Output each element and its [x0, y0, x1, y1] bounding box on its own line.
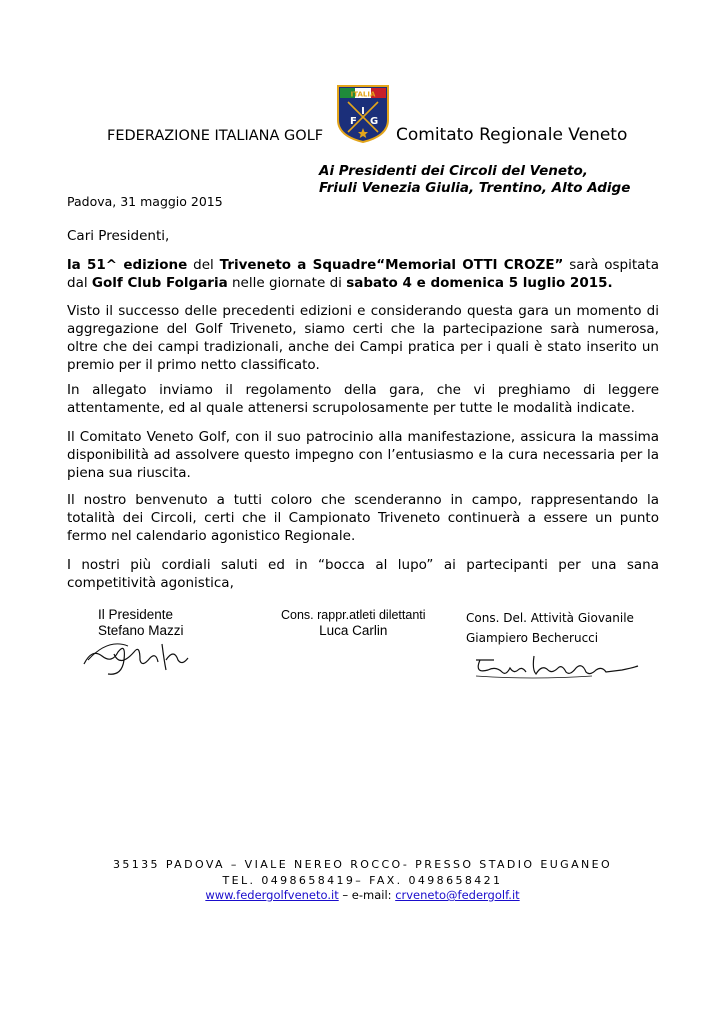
signature-block-youth — [466, 608, 634, 648]
tournament-name: Triveneto a Squadre“Memorial OTTI CROZE” — [219, 257, 564, 273]
footer-contacts — [0, 888, 725, 902]
federation-name: FEDERAZIONE ITALIANA GOLF — [107, 128, 324, 144]
host-club: Golf Club Folgaria — [91, 275, 228, 291]
signature-block-athletes — [281, 607, 426, 639]
youth-handwritten-signature — [472, 650, 642, 682]
president-role: Il Presidente — [98, 607, 174, 622]
paragraph-closing: I nostri più cordiali saluti ed in “bocca al lupo” ai partecipanti per una sana competitività agonistica, — [67, 557, 659, 591]
youth-name: Giampiero Becherucci — [466, 631, 599, 645]
footer-address: 35135 PADOVA – VIALE NEREO ROCCO- PRESSO STADIO EUGANEO — [112, 858, 613, 871]
logo-letter-g: G — [370, 116, 379, 127]
logo-letter-i: I — [361, 106, 365, 117]
p1-text-f: nelle giornate di — [227, 275, 347, 291]
president-handwritten-signature — [78, 630, 193, 682]
paragraph-attachment: In allegato inviamo il regolamento della gara, che vi preghiamo di leggere attentamente, ed al quale attenersi scrupolosamente per tutte le modalità indicate. — [67, 382, 659, 416]
greeting: Cari Presidenti, — [67, 228, 170, 244]
paragraph-announcement — [67, 256, 659, 292]
committee-name: Comitato Regionale Veneto — [396, 125, 628, 145]
paragraph-success: Visto il successo delle precedenti edizioni e considerando questa gara un momento di aggregazione del Golf Triveneto, siamo certi che la partecipazione sarà numerosa, oltre che dei campi tradizionali, anche dei Campi pratica per i quali è stato inserito un premio per il primo netto classificato. — [67, 303, 659, 373]
email-link[interactable]: crveneto@federgolf.it — [395, 888, 520, 902]
youth-role: Cons. Del. Attività Giovanile — [466, 611, 634, 625]
event-dates: sabato 4 e domenica 5 luglio 2015. — [346, 275, 613, 291]
letter-date: Padova, 31 maggio 2015 — [67, 194, 223, 209]
p1-text-b: del — [187, 257, 220, 273]
logo-text: ITALIA — [350, 90, 376, 99]
president-name: Stefano Mazzi — [98, 623, 184, 638]
athletes-name: Luca Carlin — [319, 623, 388, 638]
recipients-line-2: Friuli Venezia Giulia, Trentino, Alto Adige — [319, 180, 631, 196]
recipients-block — [319, 163, 649, 197]
fig-shield-logo — [336, 84, 390, 144]
edition-label: la 51^ edizione — [67, 257, 188, 273]
paragraph-welcome: Il nostro benvenuto a tutti coloro che scenderanno in campo, rappresentando la totalità dei Circoli, certi che il Campionato Triveneto continuerà a essere un punto fermo nel calendario agonistico Regionale. — [67, 492, 659, 544]
p1-text-d: sarà ospitata dal — [67, 257, 659, 291]
email-label: – e-mail: — [338, 888, 396, 902]
paragraph-committee: Il Comitato Veneto Golf, con il suo patrocinio alla manifestazione, assicura la massima disponibilità ad assolvere questo impegno con l’entusiasmo e la cura necessaria per la piena sua riuscita. — [67, 429, 659, 481]
athletes-role: Cons. rappr.atleti dilettanti — [281, 608, 426, 622]
website-link[interactable]: www.federgolfveneto.it — [205, 888, 339, 902]
footer-phone: TEL. 0498658419– FAX. 0498658421 — [222, 874, 503, 887]
logo-letter-f: F — [350, 116, 357, 127]
recipients-line-1: Ai Presidenti dei Circoli del Veneto, — [319, 163, 588, 179]
